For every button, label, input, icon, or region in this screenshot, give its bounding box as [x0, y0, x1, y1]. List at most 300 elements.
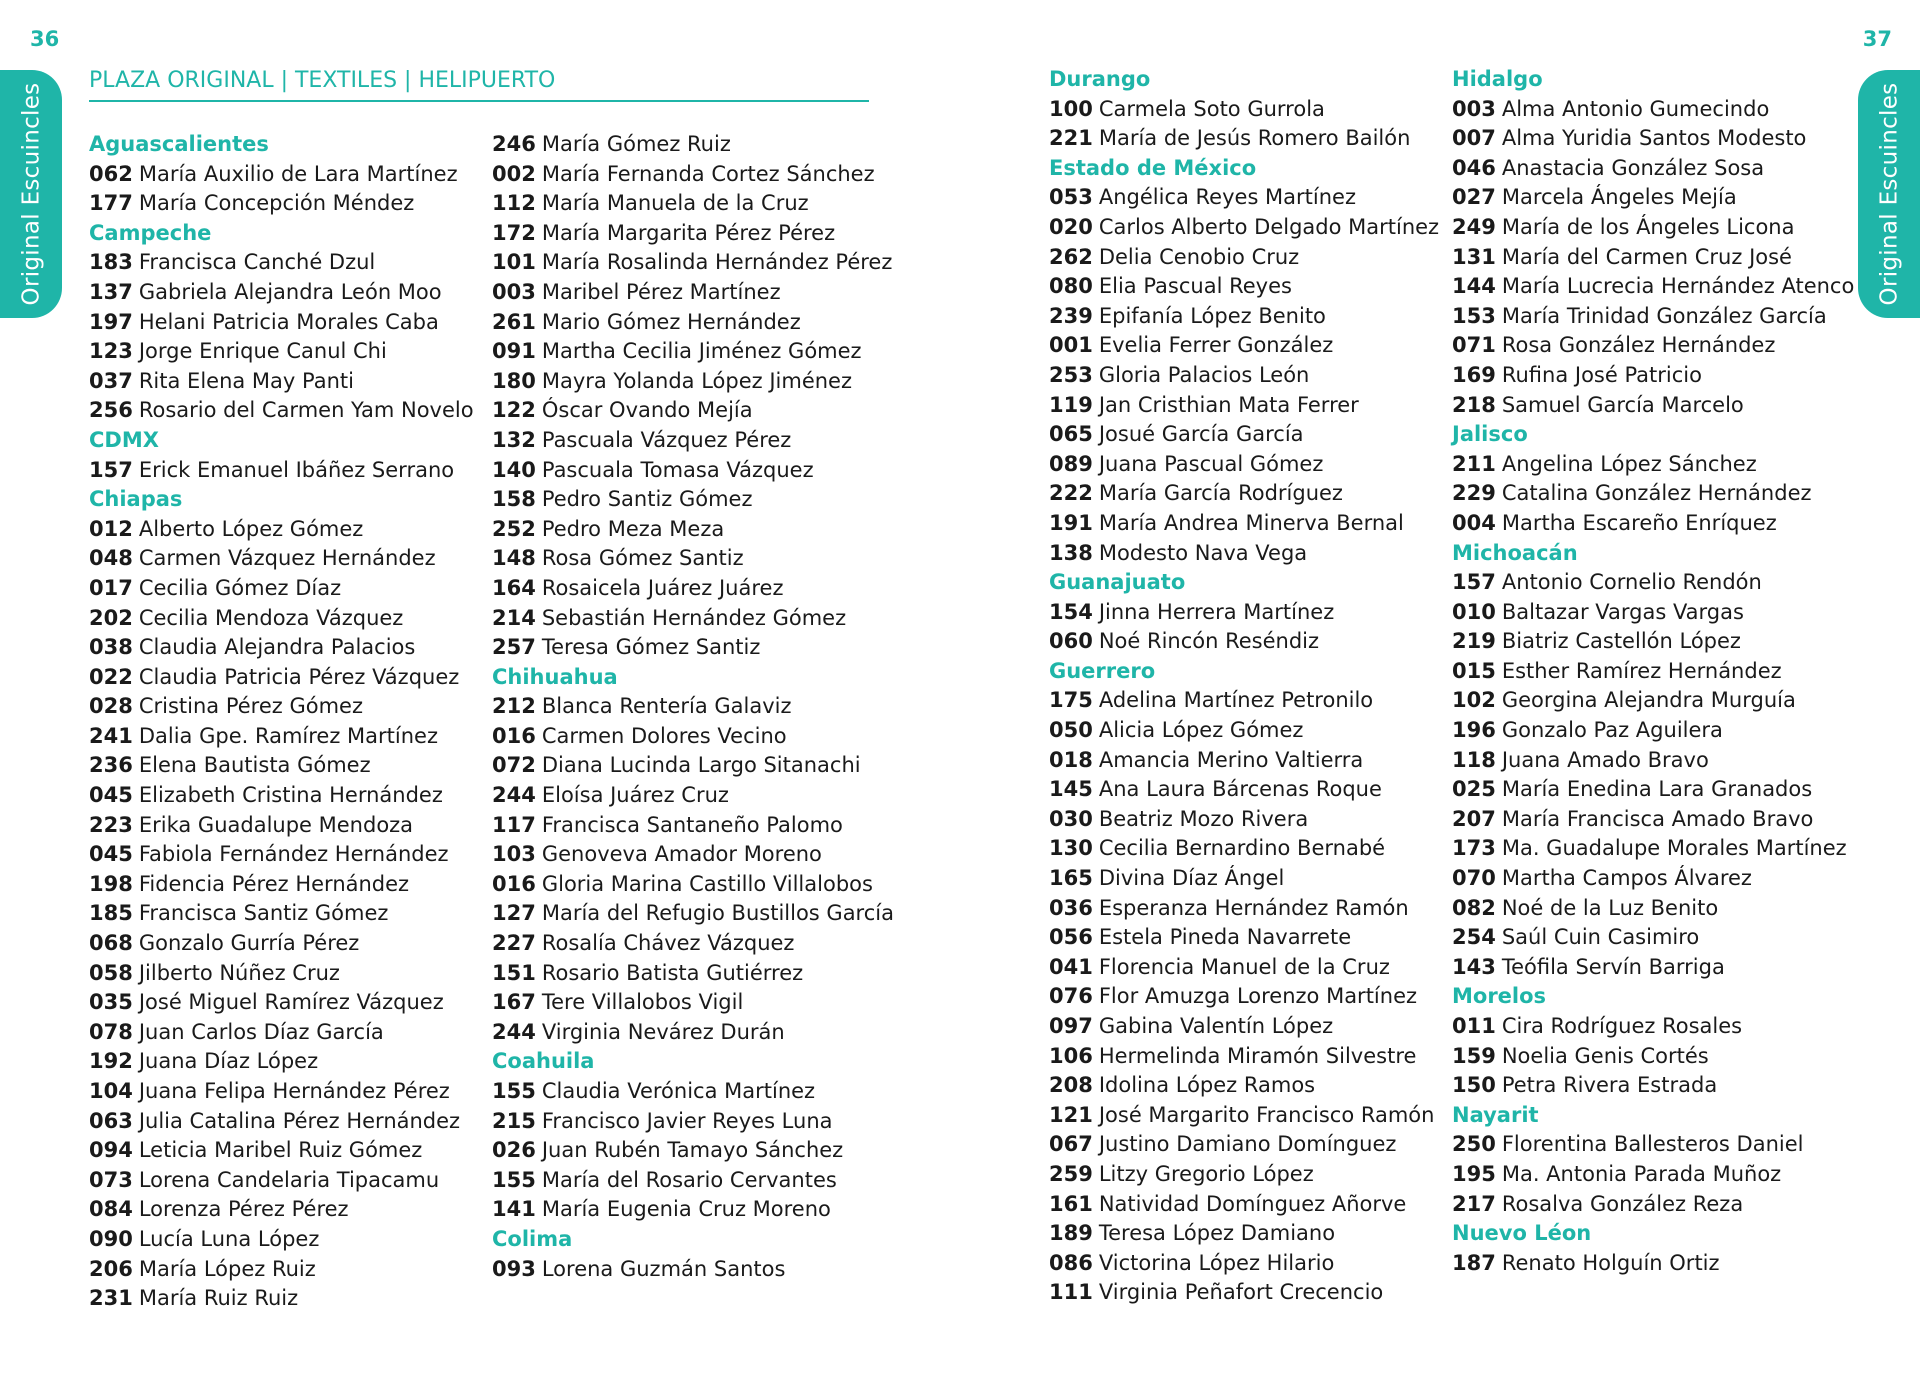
- list-item: [1452, 361, 1847, 391]
- entry-number: 089: [1049, 451, 1093, 476]
- entry-name: Pedro Santiz Gómez: [541, 487, 753, 512]
- list-item: [492, 692, 887, 722]
- entry-number: 180: [492, 368, 536, 393]
- list-item: [89, 870, 484, 900]
- state-heading: Aguascalientes: [89, 132, 269, 156]
- list-item: [89, 160, 484, 190]
- entry-name: Rosa González Hernández: [1501, 333, 1776, 358]
- entry-number: 111: [1049, 1280, 1093, 1305]
- entry-number: 025: [1452, 777, 1496, 802]
- entry-number: 101: [492, 250, 536, 275]
- entry-number: 173: [1452, 836, 1496, 861]
- entry-number: 036: [1049, 895, 1093, 920]
- entry-number: 229: [1452, 481, 1496, 506]
- entry-number: 250: [1452, 1132, 1496, 1157]
- list-item: [1049, 1278, 1444, 1308]
- entry-name: María Lucrecia Hernández Atenco: [1501, 274, 1855, 299]
- list-column-3: [1049, 65, 1444, 1308]
- entry-number: 244: [492, 1019, 536, 1044]
- list-item: [89, 574, 484, 604]
- list-item: [89, 929, 484, 959]
- entry-name: Epifanía López Benito: [1098, 303, 1326, 328]
- entry-number: 091: [492, 339, 536, 364]
- list-item: [1452, 657, 1847, 687]
- entry-name: María Ruiz Ruiz: [138, 1286, 299, 1311]
- list-item: [492, 219, 887, 249]
- entry-number: 050: [1049, 718, 1093, 743]
- list-item: [492, 1107, 887, 1137]
- entry-name: Natividad Domínguez Añorve: [1098, 1191, 1407, 1216]
- entry-number: 123: [89, 339, 133, 364]
- state-heading: Jalisco: [1452, 422, 1528, 447]
- entry-name: Modesto Nava Vega: [1098, 540, 1308, 565]
- list-item: [1452, 509, 1847, 539]
- entry-number: 227: [492, 931, 536, 956]
- list-item: [492, 1077, 887, 1107]
- entry-number: 001: [1049, 333, 1093, 358]
- entry-name: Noelia Genis Cortés: [1501, 1043, 1709, 1068]
- list-item: [89, 1166, 484, 1196]
- entry-name: Florencia Manuel de la Cruz: [1098, 954, 1390, 979]
- list-item: [1452, 864, 1847, 894]
- state-heading: Durango: [1049, 67, 1151, 91]
- list-item: [1049, 1071, 1444, 1101]
- entry-number: 017: [89, 575, 133, 600]
- entry-name: María García Rodríguez: [1098, 481, 1343, 506]
- entry-number: 002: [492, 161, 536, 186]
- entry-name: María Rosalinda Hernández Pérez: [541, 250, 893, 275]
- entry-number: 165: [1049, 866, 1093, 891]
- list-item: [492, 899, 894, 929]
- entry-number: 140: [492, 457, 536, 482]
- entry-name: Claudia Patricia Pérez Vázquez: [138, 664, 460, 689]
- entry-number: 119: [1049, 392, 1093, 417]
- entry-number: 028: [89, 694, 133, 719]
- entry-number: 022: [89, 664, 133, 689]
- entry-name: Samuel García Marcelo: [1501, 392, 1744, 417]
- entry-name: Juana Amado Bravo: [1501, 747, 1709, 772]
- entry-number: 254: [1452, 925, 1496, 950]
- list-item: [1452, 450, 1847, 480]
- list-item: [1049, 479, 1444, 509]
- entry-name: María Trinidad González García: [1501, 303, 1827, 328]
- state-heading: Estado de México: [1049, 155, 1257, 180]
- entry-number: 219: [1452, 629, 1496, 654]
- list-item: [1452, 1190, 1847, 1220]
- entry-name: Martha Campos Álvarez: [1501, 866, 1752, 891]
- entry-name: María del Carmen Cruz José: [1501, 244, 1792, 269]
- list-item: [89, 604, 484, 634]
- entry-number: 038: [89, 635, 133, 660]
- entry-number: 072: [492, 753, 536, 778]
- entry-number: 035: [89, 990, 133, 1015]
- entry-number: 084: [89, 1197, 133, 1222]
- list-item: [1452, 243, 1847, 273]
- entry-number: 030: [1049, 806, 1093, 831]
- entry-number: 045: [89, 783, 133, 808]
- list-item: [1049, 1249, 1444, 1279]
- entry-name: Alma Yuridia Santos Modesto: [1501, 126, 1807, 151]
- list-item: [89, 1195, 484, 1225]
- entry-name: Martha Cecilia Jiménez Gómez: [541, 339, 862, 364]
- list-item: [1452, 923, 1847, 953]
- entry-name: Evelia Ferrer González: [1098, 333, 1334, 358]
- entry-number: 207: [1452, 806, 1496, 831]
- entry-number: 012: [89, 516, 133, 541]
- entry-number: 197: [89, 309, 133, 334]
- entry-name: Sebastián Hernández Gómez: [541, 605, 847, 630]
- list-item: [1049, 1101, 1444, 1131]
- entry-number: 169: [1452, 362, 1496, 387]
- entry-name: Gabriela Alejandra León Moo: [138, 279, 442, 304]
- entry-name: María Auxilio de Lara Martínez: [138, 161, 458, 186]
- list-item: [1452, 953, 1847, 983]
- entry-number: 010: [1452, 599, 1496, 624]
- list-item: [1049, 272, 1444, 302]
- entry-name: María de los Ángeles Licona: [1501, 214, 1795, 239]
- entry-number: 046: [1452, 155, 1496, 180]
- list-item: [1049, 124, 1444, 154]
- list-item: [1049, 894, 1444, 924]
- list-item: [492, 781, 887, 811]
- list-item: [1049, 598, 1444, 628]
- list-item: [89, 751, 484, 781]
- entry-number: 076: [1049, 984, 1093, 1009]
- list-item: [492, 1136, 887, 1166]
- entry-name: Justino Damiano Domínguez: [1098, 1132, 1397, 1157]
- entry-name: Alma Antonio Gumecindo: [1501, 96, 1770, 121]
- entry-name: Virginia Peñafort Crecencio: [1098, 1280, 1384, 1305]
- entry-number: 093: [492, 1256, 536, 1281]
- entry-name: María Francisca Amado Bravo: [1501, 806, 1814, 831]
- list-item: [1049, 183, 1444, 213]
- list-item: [1452, 686, 1847, 716]
- entry-name: Blanca Rentería Galaviz: [541, 694, 792, 719]
- entry-number: 063: [89, 1108, 133, 1133]
- entry-name: Anastacia González Sosa: [1501, 155, 1765, 180]
- entry-name: Rita Elena May Panti: [138, 368, 354, 393]
- entry-number: 143: [1452, 954, 1496, 979]
- entry-name: Noé Rincón Reséndiz: [1098, 629, 1320, 654]
- entry-number: 106: [1049, 1043, 1093, 1068]
- list-item: [492, 248, 893, 278]
- entry-name: Erika Guadalupe Mendoza: [138, 812, 414, 837]
- entry-name: María Concepción Méndez: [138, 191, 415, 216]
- entry-number: 132: [492, 427, 536, 452]
- entry-name: Saúl Cuin Casimiro: [1501, 925, 1700, 950]
- entry-number: 157: [1452, 570, 1496, 595]
- list-item: [89, 1255, 484, 1285]
- entry-name: Rosalva González Reza: [1501, 1191, 1744, 1216]
- entry-number: 253: [1049, 362, 1093, 387]
- entry-name: Alicia López Gómez: [1098, 718, 1304, 743]
- list-item: [1049, 1219, 1444, 1249]
- entry-number: 131: [1452, 244, 1496, 269]
- entry-name: Florentina Ballesteros Daniel: [1501, 1132, 1804, 1157]
- entry-name: María Eugenia Cruz Moreno: [541, 1197, 831, 1222]
- entry-name: Flor Amuzga Lorenzo Martínez: [1098, 984, 1418, 1009]
- side-tab-left: [0, 70, 62, 318]
- list-item: [492, 367, 887, 397]
- list-item: [492, 189, 887, 219]
- entry-number: 231: [89, 1286, 133, 1311]
- list-item: [89, 544, 484, 574]
- entry-name: Jorge Enrique Canul Chi: [138, 339, 387, 364]
- entry-number: 102: [1452, 688, 1496, 713]
- list-item: [89, 396, 484, 426]
- list-item: [492, 396, 887, 426]
- list-item: [1049, 95, 1444, 125]
- list-item: [1049, 686, 1444, 716]
- entry-number: 103: [492, 842, 536, 867]
- entry-number: 118: [1452, 747, 1496, 772]
- entry-name: Antonio Cornelio Rendón: [1501, 570, 1762, 595]
- list-item: [492, 751, 887, 781]
- entry-name: Rosario del Carmen Yam Novelo: [138, 398, 474, 423]
- side-tab-right: [1858, 70, 1920, 318]
- list-item: [492, 1255, 887, 1285]
- state-heading: Coahuila: [492, 1049, 595, 1074]
- entry-number: 112: [492, 191, 536, 216]
- entry-number: 249: [1452, 214, 1496, 239]
- page-number-right: 37: [1862, 27, 1892, 51]
- list-item: [1049, 953, 1444, 983]
- entry-number: 221: [1049, 126, 1093, 151]
- entry-number: 062: [89, 161, 133, 186]
- entry-name: María de Jesús Romero Bailón: [1098, 126, 1411, 151]
- list-item: [89, 722, 484, 752]
- list-item: [1049, 1130, 1444, 1160]
- entry-name: Victorina López Hilario: [1098, 1250, 1335, 1275]
- list-item: [492, 811, 887, 841]
- list-item: [89, 692, 484, 722]
- entry-number: 195: [1452, 1161, 1496, 1186]
- list-item: [1049, 213, 1444, 243]
- entry-number: 015: [1452, 658, 1496, 683]
- entry-number: 151: [492, 960, 536, 985]
- entry-name: Alberto López Gómez: [138, 516, 364, 541]
- entry-number: 060: [1049, 629, 1093, 654]
- entry-name: Maribel Pérez Martínez: [541, 279, 781, 304]
- entry-number: 016: [492, 871, 536, 896]
- list-item: [492, 633, 887, 663]
- entry-name: Eloísa Juárez Cruz: [541, 783, 729, 808]
- list-item: [1452, 598, 1847, 628]
- list-item: [1049, 834, 1444, 864]
- list-item: [1452, 95, 1847, 125]
- list-item: [89, 781, 484, 811]
- entry-number: 127: [492, 901, 536, 926]
- entry-name: María Manuela de la Cruz: [541, 191, 809, 216]
- entry-name: Tere Villalobos Vigil: [541, 990, 744, 1015]
- list-item: [89, 278, 484, 308]
- list-item: [492, 544, 887, 574]
- list-item: [492, 426, 887, 456]
- entry-name: Cecilia Gómez Díaz: [138, 575, 342, 600]
- entry-name: Juana Felipa Hernández Pérez: [138, 1079, 450, 1103]
- entry-name: Estela Pineda Navarrete: [1098, 925, 1352, 950]
- list-item: [1049, 775, 1444, 805]
- entry-number: 048: [89, 546, 133, 571]
- entry-name: Baltazar Vargas Vargas: [1501, 599, 1744, 624]
- list-item: [1049, 539, 1444, 569]
- list-item: [89, 189, 484, 219]
- list-item: [1452, 1012, 1847, 1042]
- state-heading: Colima: [492, 1226, 573, 1251]
- entry-number: 252: [492, 516, 536, 541]
- entry-name: Elia Pascual Reyes: [1098, 274, 1292, 299]
- list-item: [1452, 154, 1847, 184]
- entry-name: Rosalía Chávez Vázquez: [541, 931, 795, 956]
- side-tab-label: Original Escuincles: [18, 82, 45, 306]
- state-heading: Guanajuato: [1049, 570, 1186, 595]
- entry-name: Ma. Guadalupe Morales Martínez: [1501, 836, 1847, 861]
- entry-name: Renato Holguín Ortiz: [1501, 1250, 1720, 1275]
- page-number-left: 36: [30, 27, 60, 51]
- list-item: [1452, 834, 1847, 864]
- state-heading: Nuevo Léon: [1452, 1221, 1592, 1246]
- list-item: [1452, 1130, 1847, 1160]
- entry-name: María Gómez Ruiz: [541, 132, 731, 156]
- list-item: [1049, 1160, 1444, 1190]
- entry-name: Rosaicela Juárez Juárez: [541, 575, 784, 600]
- entry-name: Marcela Ángeles Mejía: [1501, 185, 1737, 210]
- list-item: [1049, 391, 1444, 421]
- list-item: [1452, 894, 1847, 924]
- list-item: [492, 959, 887, 989]
- entry-number: 172: [492, 220, 536, 245]
- entry-number: 154: [1049, 599, 1093, 624]
- entry-number: 071: [1452, 333, 1496, 358]
- entry-name: Beatriz Mozo Rivera: [1098, 806, 1309, 831]
- entry-name: Noé de la Luz Benito: [1501, 895, 1719, 920]
- entry-name: Rosa Gómez Santiz: [541, 546, 744, 571]
- entry-number: 256: [89, 398, 133, 423]
- list-item: [492, 278, 887, 308]
- entry-name: Carmen Dolores Vecino: [541, 723, 787, 748]
- list-item: [492, 722, 887, 752]
- entry-name: Rosario Batista Gutiérrez: [541, 960, 804, 985]
- entry-number: 067: [1049, 1132, 1093, 1157]
- list-item: [492, 515, 887, 545]
- list-item: [492, 604, 887, 634]
- state-heading: Nayarit: [1452, 1102, 1539, 1127]
- entry-name: Mayra Yolanda López Jiménez: [541, 368, 852, 393]
- entry-number: 192: [89, 1049, 133, 1074]
- entry-name: Julia Catalina Pérez Hernández: [138, 1108, 461, 1133]
- list-item: [89, 811, 484, 841]
- list-item: [1049, 1042, 1444, 1072]
- entry-name: María Margarita Pérez Pérez: [541, 220, 836, 245]
- entry-number: 198: [89, 871, 133, 896]
- entry-number: 157: [89, 457, 133, 482]
- entry-name: Genoveva Amador Moreno: [541, 842, 822, 867]
- entry-number: 016: [492, 723, 536, 748]
- entry-name: Lorena Guzmán Santos: [541, 1256, 786, 1281]
- state-heading: Chihuahua: [492, 664, 618, 689]
- list-item: [1452, 1249, 1847, 1279]
- entry-number: 145: [1049, 777, 1093, 802]
- list-item: [1452, 183, 1847, 213]
- list-item: [492, 1018, 887, 1048]
- entry-number: 167: [492, 990, 536, 1015]
- entry-name: Virginia Nevárez Durán: [541, 1019, 785, 1044]
- entry-name: Biatriz Castellón López: [1501, 629, 1741, 654]
- entry-number: 189: [1049, 1221, 1093, 1246]
- list-item: [89, 248, 484, 278]
- list-item: [1049, 1012, 1444, 1042]
- entry-number: 158: [492, 487, 536, 512]
- entry-name: Fidencia Pérez Hernández: [138, 871, 410, 896]
- list-item: [1049, 302, 1444, 332]
- entry-number: 239: [1049, 303, 1093, 328]
- entry-name: Carmela Soto Gurrola: [1098, 96, 1325, 121]
- entry-name: Lucía Luna López: [138, 1226, 320, 1251]
- entry-number: 177: [89, 191, 133, 216]
- entry-number: 259: [1049, 1161, 1093, 1186]
- list-item: [89, 515, 484, 545]
- list-item: [1452, 1071, 1847, 1101]
- list-item: [89, 1047, 484, 1077]
- list-item: [492, 574, 887, 604]
- entry-number: 041: [1049, 954, 1093, 979]
- entry-number: 056: [1049, 925, 1093, 950]
- entry-number: 187: [1452, 1250, 1496, 1275]
- entry-name: Juana Pascual Gómez: [1098, 451, 1324, 476]
- entry-name: José Margarito Francisco Ramón: [1098, 1102, 1435, 1127]
- entry-name: María Fernanda Cortez Sánchez: [541, 161, 875, 186]
- entry-number: 141: [492, 1197, 536, 1222]
- list-item: [492, 870, 887, 900]
- state-heading: Chiapas: [89, 487, 183, 512]
- entry-name: Ma. Antonia Parada Muñoz: [1501, 1161, 1782, 1186]
- entry-number: 206: [89, 1256, 133, 1281]
- list-item: [89, 633, 484, 663]
- entry-name: Juan Carlos Díaz García: [138, 1019, 384, 1044]
- entry-name: Diana Lucinda Largo Sitanachi: [541, 753, 861, 778]
- entry-name: Francisca Santaneño Palomo: [541, 812, 843, 837]
- list-item: [1049, 923, 1444, 953]
- entry-name: Gloria Marina Castillo Villalobos: [541, 871, 873, 896]
- entry-name: Teresa López Damiano: [1098, 1221, 1336, 1246]
- entry-name: Fabiola Fernández Hernández: [138, 842, 449, 867]
- list-item: [1049, 420, 1444, 450]
- list-item: [89, 1136, 484, 1166]
- entry-name: Elena Bautista Gómez: [138, 753, 371, 778]
- entry-number: 262: [1049, 244, 1093, 269]
- list-item: [1049, 1190, 1444, 1220]
- entry-number: 185: [89, 901, 133, 926]
- entry-name: María del Refugio Bustillos García: [541, 901, 894, 926]
- list-item: [1049, 716, 1444, 746]
- entry-number: 153: [1452, 303, 1496, 328]
- entry-name: Cecilia Mendoza Vázquez: [138, 605, 404, 630]
- entry-number: 130: [1049, 836, 1093, 861]
- entry-name: Lorenza Pérez Pérez: [138, 1197, 349, 1222]
- entry-name: Carlos Alberto Delgado Martínez: [1098, 214, 1440, 239]
- entry-name: Georgina Alejandra Murguía: [1501, 688, 1796, 713]
- list-item: [492, 485, 887, 515]
- list-item: [492, 308, 887, 338]
- entry-number: 148: [492, 546, 536, 571]
- state-heading: Hidalgo: [1452, 67, 1543, 91]
- entry-number: 236: [89, 753, 133, 778]
- list-item: [1452, 213, 1847, 243]
- entry-name: Petra Rivera Estrada: [1501, 1073, 1718, 1098]
- entry-name: Francisco Javier Reyes Luna: [541, 1108, 833, 1133]
- list-item: [89, 899, 484, 929]
- entry-number: 020: [1049, 214, 1093, 239]
